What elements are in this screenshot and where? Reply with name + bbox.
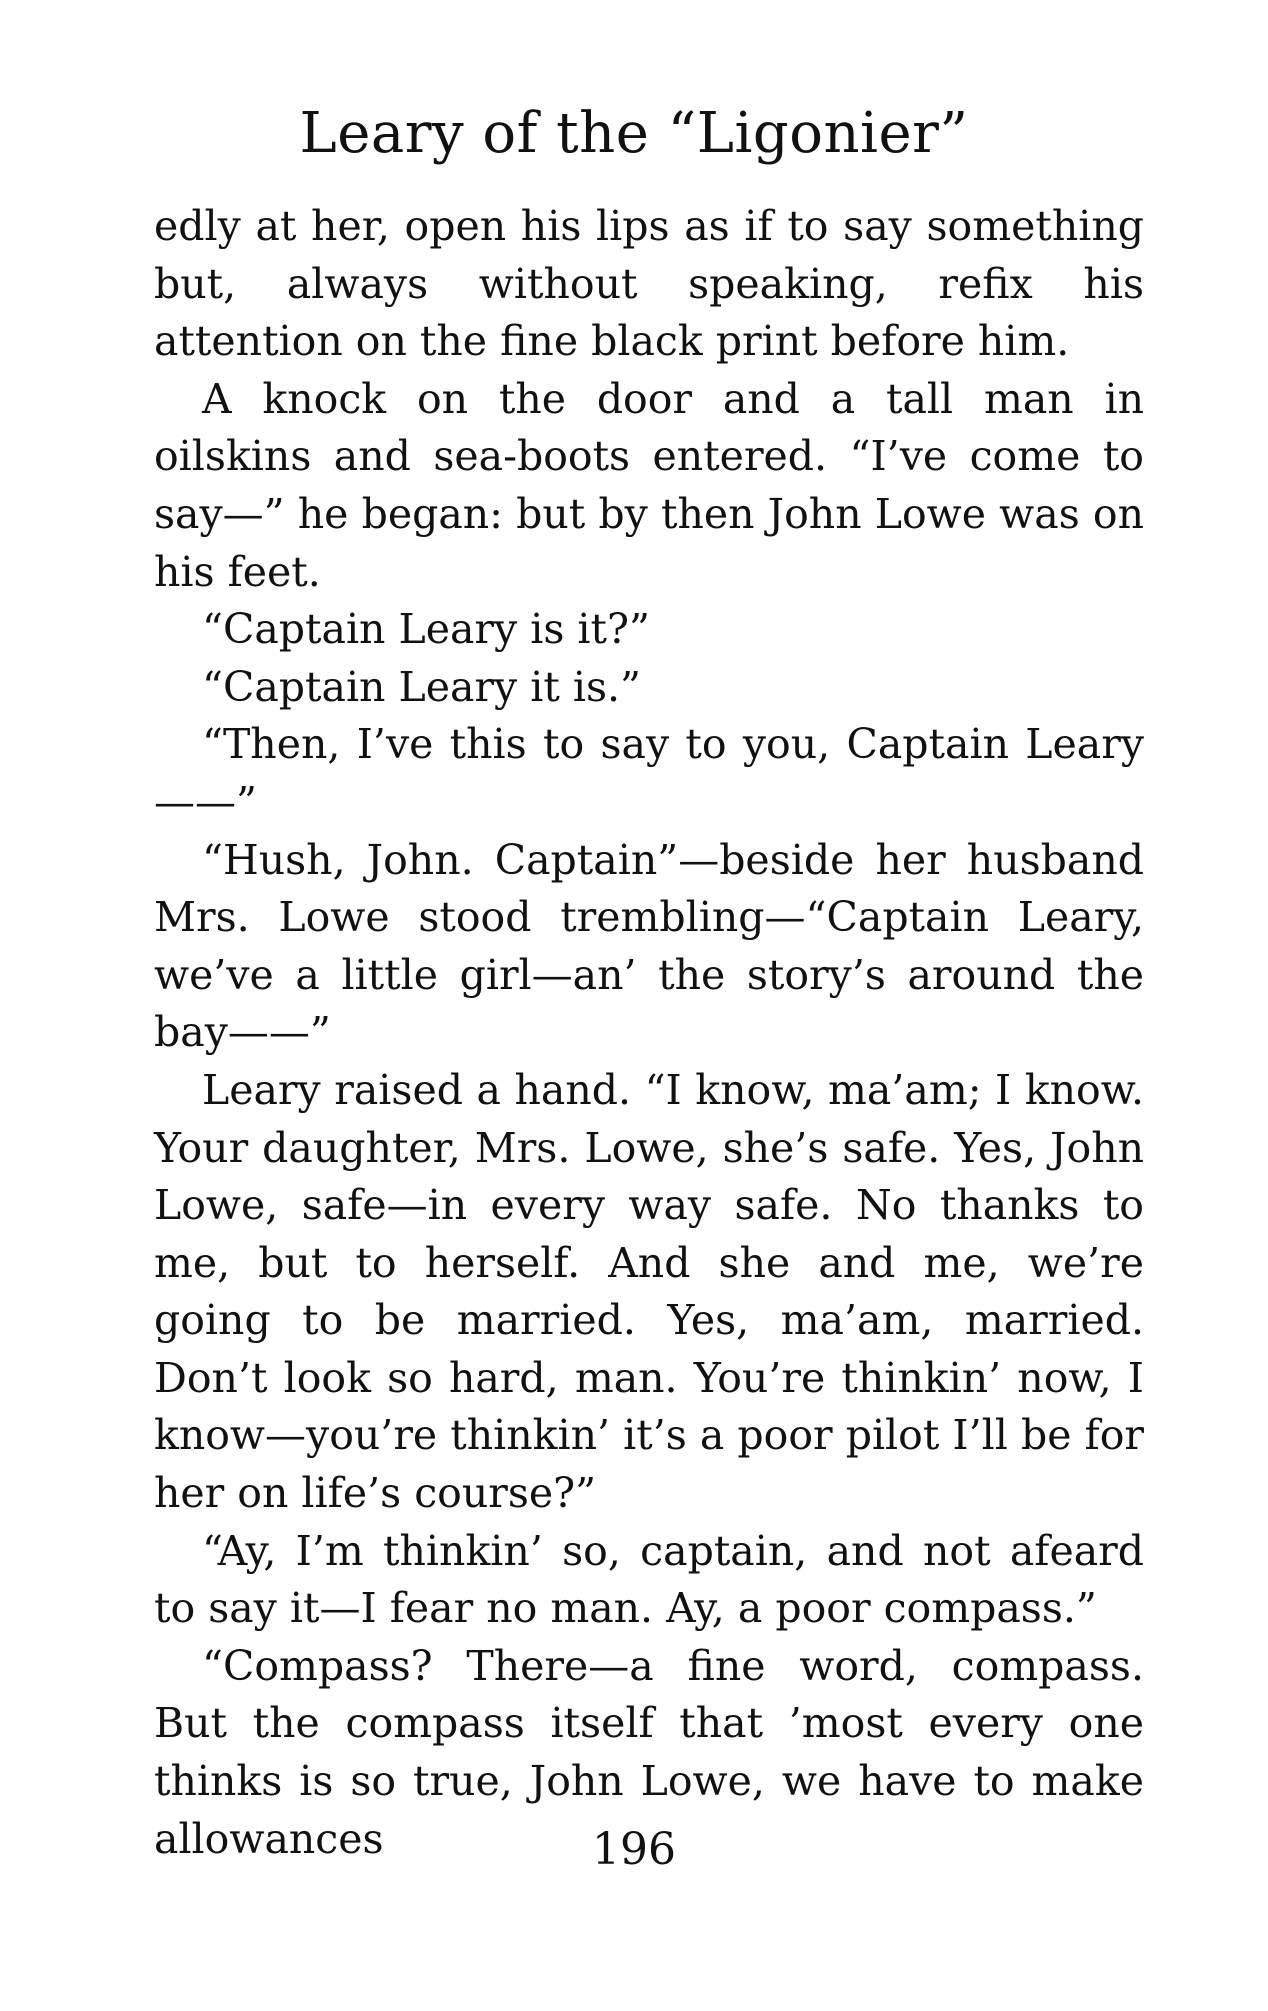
paragraph: “Compass? There—a fine word, compass. But the compass itself that ’most every one thinks is so true, John Lowe, we have to make allowances (154, 1641, 1144, 1863)
body-text (154, 198, 1144, 1868)
paragraph: “Ay, I’m thinkin’ so, captain, and not afeard to say it—I fear no man. Ay, a poor compass.” (154, 1526, 1144, 1633)
paragraph: Leary raised a hand. “I know, ma’am; I know. Your daughter, Mrs. Lowe, she’s safe. Yes, John Lowe, safe—in every way safe. No thanks to me, but to herself. And she and me, we’re going to be married. Yes, ma’am, married. Don’t look so hard, man. You’re thinkin’ now, I know—you’re thinkin’ it’s a poor pilot I’ll be for her on life’s course?” (154, 1065, 1144, 1518)
page-number: 196 (592, 1824, 676, 1875)
paragraph: “Hush, John. Captain”—beside her husband Mrs. Lowe stood trembling—“Captain Leary, we’ve a little girl—an’ the story’s around the bay——” (154, 835, 1144, 1057)
running-head: Leary of the “Ligonier” (299, 101, 969, 166)
paragraph: A knock on the door and a tall man in oilskins and sea-boots entered. “I’ve come to say—” he began: but by then John Lowe was on his feet. (154, 374, 1144, 596)
paragraph: “Then, I’ve this to say to you, Captain Leary——” (154, 720, 1144, 826)
paragraph: “Captain Leary it is.” (202, 662, 641, 711)
paragraph-continued: edly at her, open his lips as if to say something but, always without speaking, refix his attention on the fine black print before him. (154, 202, 1144, 366)
paragraph: “Captain Leary is it?” (202, 605, 650, 654)
